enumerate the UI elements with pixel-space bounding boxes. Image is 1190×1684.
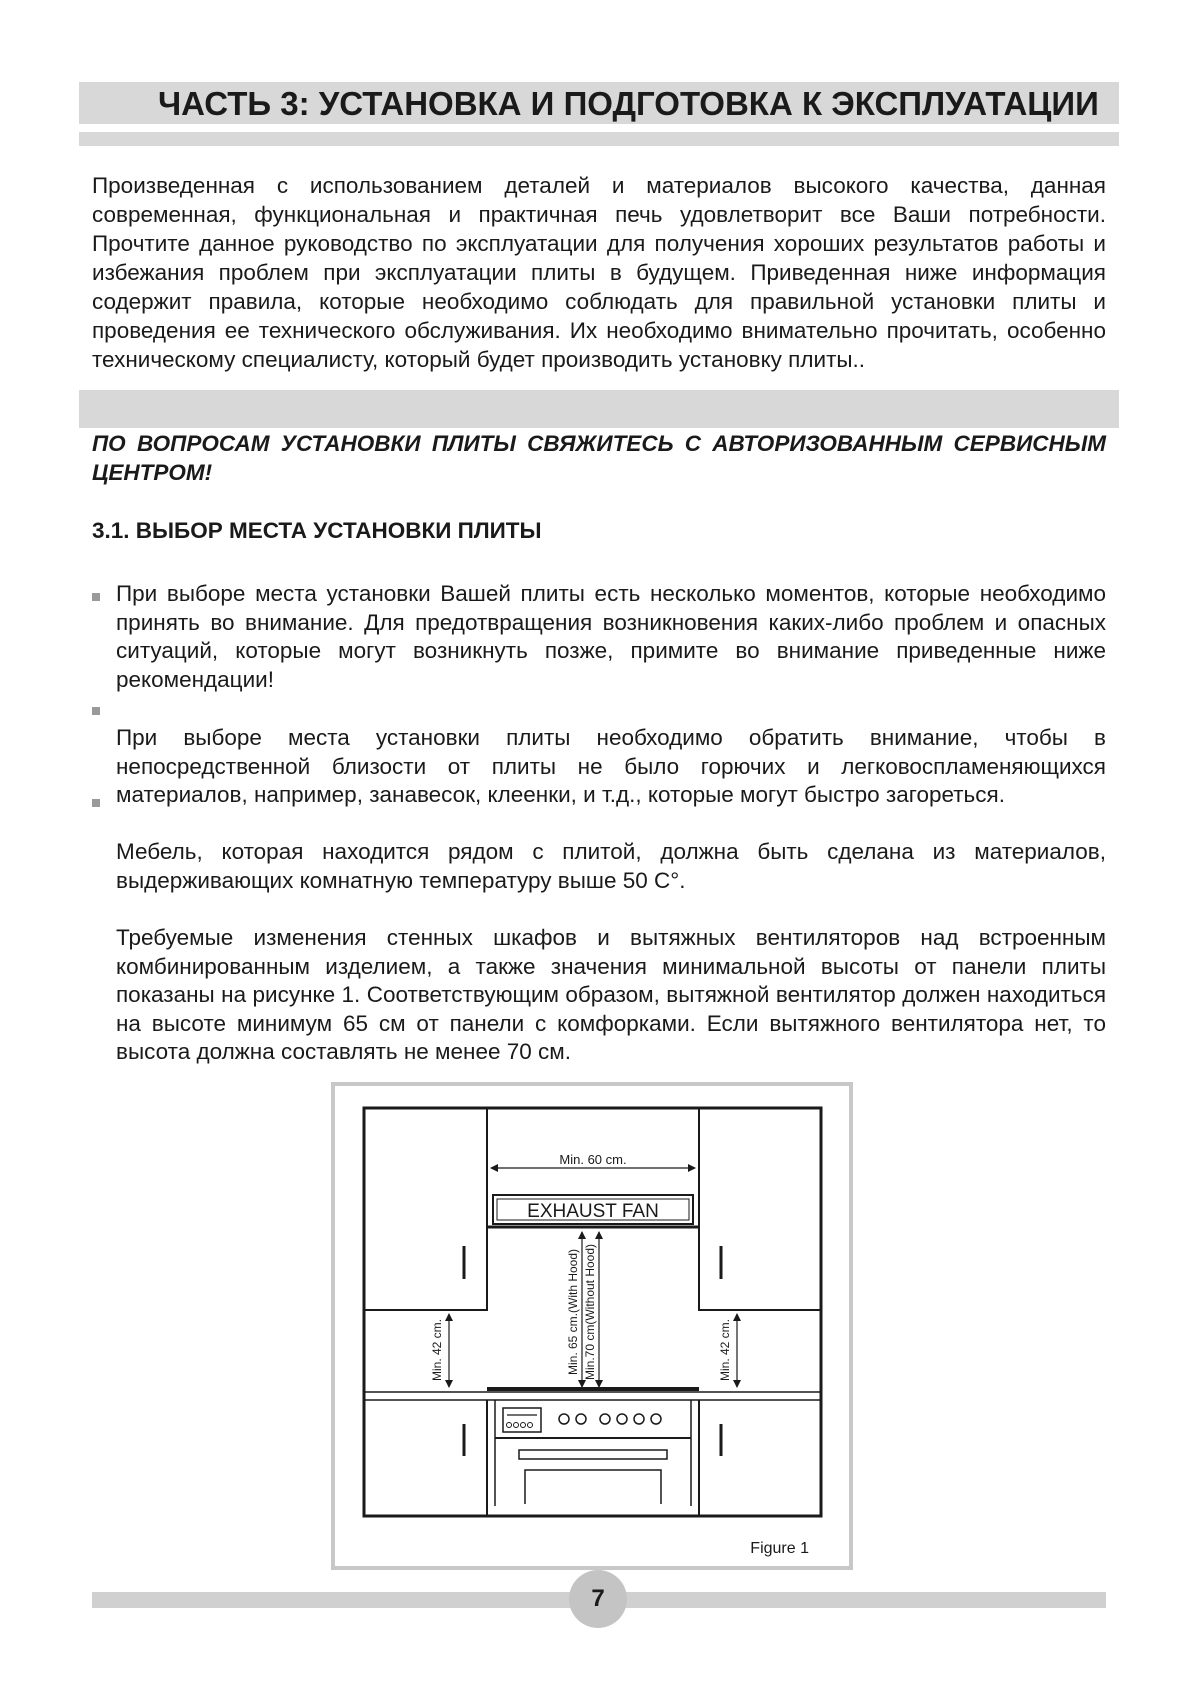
section-heading: 3.1. ВЫБОР МЕСТА УСТАНОВКИ ПЛИТЫ [92,518,542,543]
hood-height-label: Min. 65 cm.(With Hood) [566,1248,580,1376]
paragraph-furniture-temperature: Мебель, которая находится рядом с плитой, должна быть сделана из материалов, выдерживающих комнатную температуру выше 50 C°. [116,839,1106,893]
page-number: 7 [591,1585,605,1612]
timer-button [528,1423,533,1428]
service-center-warning: ПО ВОПРОСАМ УСТАНОВКИ ПЛИТЫ СВЯЖИТЕСЬ С АВТОРИЗОВАННЫМ СЕРВИСНЫМ ЦЕНТРОМ! [92,431,1106,485]
page-title: ЧАСТЬ 3: УСТАНОВКА И ПОДГОТОВКА К ЭКСПЛУАТАЦИИ [158,85,1099,122]
bullet-marker [92,799,100,807]
title-underline-band [79,132,1119,146]
oven-knob [576,1414,586,1424]
bullet-marker [92,593,100,601]
bullet-marker [92,707,100,715]
page-number-badge [569,1570,627,1628]
installation-diagram [335,1086,849,1566]
timer-button [507,1423,512,1428]
right-height-label: Min. 42 cm. [718,1318,732,1382]
paragraph-flammable-materials: При выборе места установки плиты необходимо обратить внимание, чтобы в непосредственной близости от плиты не было горючих и легковоспламеняющихся материалов, например, занавесок, клеенки, и т.д., которые могут быстро загореться. [116,725,1106,807]
oven-door-handle [519,1450,667,1459]
oven-timer-display [503,1408,541,1432]
oven-knob [651,1414,661,1424]
figure-caption: Figure 1 [750,1540,809,1557]
timer-button [521,1423,526,1428]
left-height-label: Min. 42 cm. [430,1318,444,1382]
oven-window [525,1470,661,1504]
exhaust-fan-label: EXHAUST FAN [527,1201,659,1222]
oven-knob [559,1414,569,1424]
oven-knob [600,1414,610,1424]
figure-1 [331,1082,853,1570]
width-label: Min. 60 cm. [559,1152,627,1167]
intro-paragraph: Произведенная с использованием деталей и материалов высокого качества, данная современная, функциональная и практичная печь удовлетворит все Ваши потребности. Прочтите данное руководство по эксплуатации для получения хороших результатов работы и избежания проблем при эксплуатации плиты в будущем. Приведенная ниже информация содержит правила, которые необходимо соблюдать для правильной установки плиты и проведения ее технического обслуживания. Их необходимо внимательно прочитать, особенно техническому специалисту, который будет производить установку плиты.. [92,173,1106,372]
right-upper-cabinet [699,1108,821,1310]
no-hood-height-label: Min.70 cm(Without Hood) [583,1243,597,1381]
intro-background-band [79,390,1119,428]
timer-button [514,1423,519,1428]
oven-knob [634,1414,644,1424]
paragraph-hood-height: Требуемые изменения стенных шкафов и вытяжных вентиляторов над встроенным комбинированным изделием, а также значения минимальной высоты от панели плиты показаны на рисунке 1. Соответствующим образом, вытяжной вентилятор должен находиться на высоте минимум 65 см от панели с комфорками. Если вытяжного вентилятора нет, то высота должна составлять не менее 70 см. [116,925,1106,1064]
oven-knob [617,1414,627,1424]
paragraph-location-choice: При выборе места установки Вашей плиты есть несколько моментов, которые необходимо принять во внимание. Для предотвращения возникновения каких-либо проблем и опасных ситуаций, которые могут возникнуть позже, примите во внимание приведенные ниже рекомендации! [116,581,1106,692]
left-upper-cabinet [364,1108,487,1310]
